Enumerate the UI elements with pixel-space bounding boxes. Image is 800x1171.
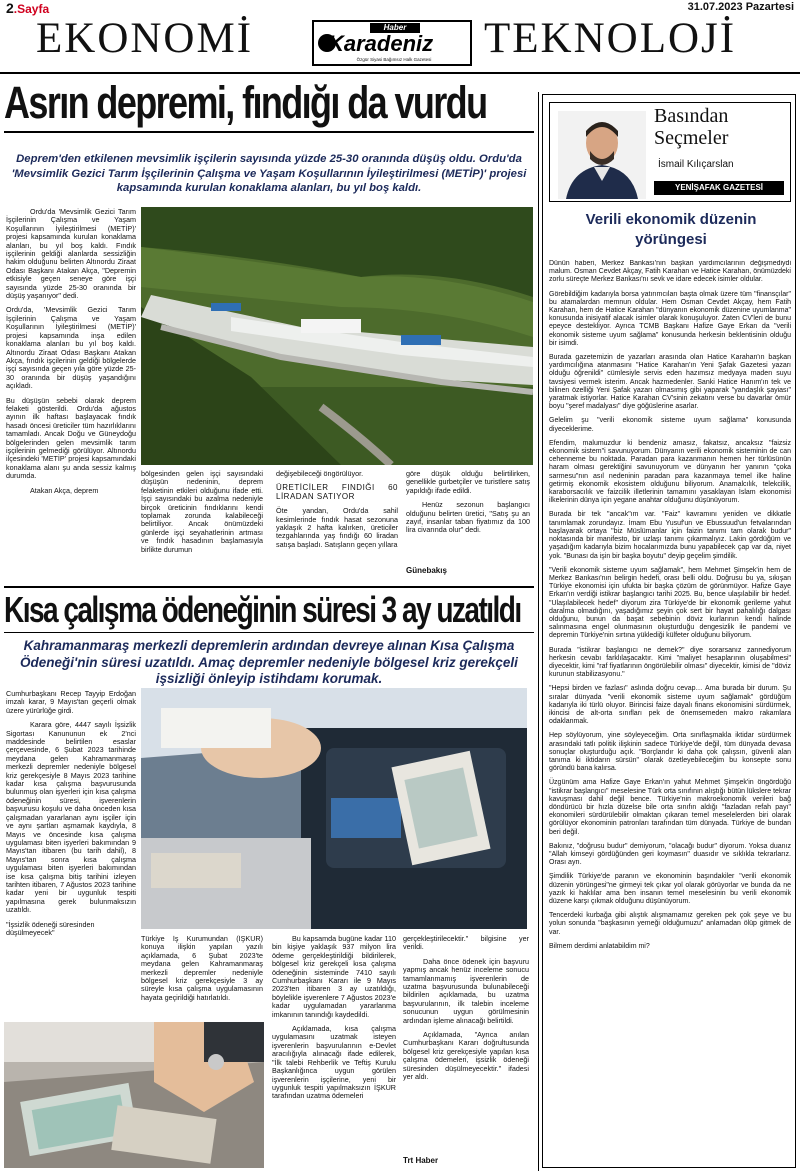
section-title-left: EKONOMİ (36, 15, 254, 62)
article1-subheading: ÜRETİCİLER FINDIĞI 60 LİRADAN SATIYOR (276, 483, 398, 501)
article2-column-4 (403, 935, 529, 1155)
masthead-rule (0, 72, 800, 74)
article1-column-4 (406, 470, 530, 570)
opinion-header (549, 102, 791, 202)
article2-column-2 (141, 935, 263, 1025)
opinion-paragraph: "Verili ekonomik sisteme uyum sağlamak", hem Mehmet Şimşek'in hem de Merkez Bankası'nın belirgin hedefi, orası belli oldu. Doğrusu bu ya, sıkışan Türkiye ekonomisi için ufukta bir başka çözüm de görünmüyor. Hafize Gaye Erkan'ın verdiği istikrar başlangıcı tarihi 2025. Bu, bence ulaşılabilir bir hedef. "Ulaşılabilecek hedef" diyorum zira Türkiye'de bir ekonomik gerileme yahut daralma olmadığını, yaşadığımız şeyin çok sert bir hayat pahalılığı dalgası olduğunu, bunun da başat sebebinin döviz kurlarının kendi halinde salınmasına engel olunmasının oluşturduğu dengesizlik ile pandemi ve depremin Türkiye'nin sırtına yüklediği külfeter olduğunu biliyorum. (549, 566, 791, 640)
article2-col4-p1: gerçekleştirilecektir." bilgisine yer verildi. (403, 935, 529, 952)
opinion-body (549, 260, 791, 1166)
money-counter-drawing (141, 688, 527, 929)
article1-rule (4, 131, 534, 133)
opinion-paragraph: Burada bir tek "ancak"ım var. "Faiz" kavramını yeniden ve dikkatle tanımlamak zorundayız. İmam Ebu Yusuf'un ve Ebussuud'un fetvalarından başlayarak ortaya "biz Müslümanlar için faizin tanımı tam olarak budur" noktasında bir manifesto, bir uzlaşı tanımı çıkarmalıyız. Lakin gördüğüm ve yaşadığım kadarıyla bizim hocalarımızda bunu yapabilecek çap var da, niyet yok. "Bunası da işin bir başka boyutu" deyip geçelim şimdilik. (549, 511, 791, 560)
article1-headline-box (4, 80, 534, 128)
article1-col1-p4: Atakan Akça, deprem (30, 485, 99, 495)
opinion-paragraph: Hep söylüyorum, yine söyleyeceğim. Orta sınıflaşmakla iktidar sürdürmek arasındaki tatlı politik ilişkinin sadece Türkiye'de değil, tüm dünyada devasa sonuçlar oluşturduğu açık. "Borçlandır ki daha çok çalışsın, güvenli alan tanıma ki iktidarın sürsün" olarak özetleyebileceğim bu konsepte sonu göründü bana kalırsa. (549, 732, 791, 773)
opinion-badge-line2: Seçmeler (654, 127, 729, 149)
author-photo (558, 111, 646, 199)
hand-money-drawing (4, 1022, 264, 1168)
article2-column-3 (272, 935, 396, 1165)
logo-tagline: Özgür Siyasi Bağımsız Halk Gazetesi (356, 57, 432, 62)
opinion-paragraph: Üzgünüm ama Hafize Gaye Erkan'ın yahut Mehmet Şimşek'in öngördüğü "istikrar başlangıcı" meselesine Türk orta sınıfının alıştığı bütün lükslere tekrar kavuşması dahil değil bence. Türkiye'nin makroekonomik verileri bağ döndürücü bir hızla düzelse bile orta sınıfın aldığı "fazladan refah payı" ekonomileri sürdürülebilir olmaktan çıkaran temel meselelerden biri olarak görülüyor ekonominin patronları tarafından tüm dünyada. Türkiye de bundan beri değil. (549, 779, 791, 836)
newspaper-logo (312, 20, 472, 66)
opinion-paragraph: Burada "istikrar başlangıcı ne demek?" diye sorarsanız zannediyorum herkesin cevabı farklılaşacaktır. Kimi "maliyet hesaplarının oluşabilmesi" diyecektir, kimi "raf fiyatlarının öngörülebilir olması" diyecektir, kimisi de "döviz kurunun stabilizasyonu." (549, 646, 791, 679)
article2-source: Trt Haber (403, 1156, 439, 1165)
article2-rule (4, 632, 534, 633)
article-divider (4, 586, 534, 588)
article1-col1-p1: Ordu'da 'Mevsimlik Gezici Tarım İşçilerinin Çalışma ve Yaşam Koşullarının İyileştirilmesi (METİP)' projesi kapsamında kurulan konaklama alanları, bu yıl boş kaldı. Fındık işçilerinin geldiği alanlarda sessizliğin hakim olduğunu belirten Altınordu Ziraat Odası Başkanı Atakan Akça, "Depremin etkisiyle geçen seneye göre işçi sayısında yüzde 25-30 oranında bir düşüş yaşanıyor" dedi. (6, 208, 136, 301)
opinion-paragraph: Tencerdeki kurbağa gibi alıştık alışmamamız gereken pek çok şeye ve bu yolun sonunda "başkasının yemeği olduğumuzu" anlamadan ölüp gitmek de var. (549, 912, 791, 936)
article2-col1-p3: "İşsizlik ödeneği süresinden düşülmeyecek" (6, 919, 95, 937)
camp-photo (141, 207, 533, 465)
opinion-paragraph: Bakınız, "doğrusu budur" demiyorum, "olacağı budur" diyorum. Yoksa duanız "Allah kimseyi gördüğünden geri koymasın" duasıdır ve sıklıkla tekrarlarız. Orası ayrı. (549, 842, 791, 867)
issue-date: 31.07.2023 Pazartesi (687, 1, 794, 13)
article1-col2-p1: bölgesinden gelen işçi sayısındaki düşüşün nedeninin, deprem felaketinin etkileri olduğunu ifade etti. İşçi sayısındaki bu azalma nedeniyle birçok üreticinin fındıklarını kendi toplamak zorunda kalabileceği belirtiliyor. Ancak önümüzdeki günlerde işçi seyahatlerinin artması ve fındık hasadının başlamasıyla birlikte durumun (141, 470, 263, 554)
article2-col4-p2: Daha önce ödenek için başvuru yapmış ancak henüz inceleme sonucu tamamlanmamış işverenlerin de uzatma başvurusunda bulunabileceği bildirilen açıklamada, bu uzatma başvurularının, ilk talebin inceleme sonucunun uygun görülmesinin ardından işleme alınacağı belirtildi. (403, 956, 529, 1025)
opinion-paragraph: Efendim, malumuzdur ki bendeniz amasız, fakatsız, ancaksız "faizsiz ekonomik sistem"i savunuyorum. Dünyanın verili ekonomik sisteminin de can cehenneme bu noktada. Paradan para kazanmanın hemen her türlüsünün haram olması gerektiğini savunuyorum ve dünyanın her yanının "çoka sarmesu"nın asıl nedeninin paradan para kazanmaya temel ilke haline getirmiş ekonomik ekosistem olduğunu biliyorum. Anamalcılık, telekcilik, karaborsacılık ve faizcilik illetlerinin tamamını yasaklayan İslam ekonomisi ilkelerinin dünya için yegane anahtar olduğunu düşünüyorum. (549, 439, 791, 505)
column-divider (538, 92, 539, 1171)
camp-photo-drawing (141, 207, 533, 465)
article2-headline: Kısa çalışma ödeneğinin süresi 3 ay uzatıldı (4, 590, 521, 630)
opinion-paragraph: Şimdilik Türkiye'de paranın ve ekonominin başındakiler "verili ekonomik düzenin yörüngesi"ne girmeyi tek çıkar yol olarak görüyorlar ve bunda da ne yazık ki haklılar ama ben insanın temel meselesinin bu verili ekonomik düzene karşı çıkmak olduğunu düşünüyorum. (549, 873, 791, 906)
article1-deck: Deprem'den etkilenen mevsimlik işçilerin sayısında yüzde 25-30 oranında düşüş oldu. Ordu'da 'Mevsimlik Gezici Tarım İşçilerinin Çalışma ve Yaşam Koşullarının İyileştirilmesi (METİP)' projesi kapsamında kurulan konaklama alanları, bu yıl boş kaldı. (11, 153, 527, 194)
opinion-paragraph: Bilmem derdimi anlatabildim mi? (549, 942, 650, 950)
opinion-paragraph: "Hepsi birden ve fazlası" aslında doğru cevap… Ama burada bir durum. Şu sıralar dünyada "verili ekonomik sisteme uyum sağlamak" gördüğüm kadarıyla iki türlü oluyor. Birincisi faize dayalı finans ekonomisini sürdürmek, ikincisi de alt-orta sınıfları pek de önemsemeden makro rakamlara odaklanmak. (549, 685, 791, 726)
article2-column-1 (6, 690, 136, 1020)
opinion-author: İsmail Kılıçarslan (658, 159, 734, 170)
logo-top: Haber (370, 23, 420, 33)
opinion-source-paper: YENİŞAFAK GAZETESİ (654, 181, 784, 195)
article1-col3-p1: değişebileceği öngörülüyor. (276, 470, 364, 478)
article2-col3-p2: Açıklamada, kısa çalışma uygulamasını uzatmak isteyen işverenlerin başvurularının e-Devlet aracılığıyla alınacağı ifade edilerek, "İlk talebi Rehberlik ve Teftiş Kurulu Başkanlığınca uygun görülen işverenlerin işçilerine, yeni bir uygunluk tespiti yapılmaksızın İŞKUR tarafından uzatma ödemeleri (272, 1024, 396, 1101)
opinion-paragraph: Görebildiğim kadarıyla borsa yatırımcıları başta olmak üzere tüm "finansçılar" bu atamalardan memnun oldular. Hem Osman Cevdet Akçay, hem Fatih Karahan, hem de Hatice Karahan "dünyanın ekonomik düzenine uyumlanma" konusunda inisiyatif alacak isimler olarak konuşuluyor. Zaten CV'leri de bunu epeyce destekliyor. Ayrıca TCMB Başkanı Hafize Gaye Erkan da "verili ekonomik sisteme uyum sağlama" konusunda herkesin beklentisinin olduğu bir isimdi. (549, 290, 791, 347)
article2-deck: Kahramanmaraş merkezli depremlerin ardından devreye alınan Kısa Çalışma Ödeneği'nin süresi uzatıldı. Amaç depremler nedeniyle bölgesel kriz gerekçeli işsizliği önleyip istihdamı korumak. (20, 638, 518, 686)
article2-col3-p1: Bu kapsamda bugüne kadar 110 bin kişiye yaklaşık 937 milyon lira ödeme gerçekleştirildiği bildirilerek, bölgesel kriz gerekçeli kısa çalışma ödeneğinin sisteminde 7410 sayılı Cumhurbaşkanı Kararı ile 9 Mayıs 2023'ten itibaren 3 ay uzatıldığı, böylelikle işverenlere 7 Ağustos 2023'e kadar uygulamadan yararlanma imkanının tanındığı kaydedildi. (272, 935, 396, 1019)
section-title-right: TEKNOLOJİ (484, 15, 737, 62)
article1-col4-p2: Henüz sezonun başlangıcı olduğunu belirten üretici, "Satış şu an zayıf, insanlar taban fiyatımız da 100 lira civarında olur" dedi. (406, 500, 530, 535)
article1-column-3 (276, 470, 398, 580)
page-number-word: .Sayfa (13, 2, 50, 16)
opinion-badge-line1: Basından (654, 105, 729, 127)
money-counter-photo (141, 688, 527, 929)
article1-col1-p3: Bu düşüşün sebebi olarak deprem felaketi gösterildi. Ordu'da ağustos ayının ilk haftası başlayacak fındık hasadı öncesi üreticiler tüm hazırlıklarını tamamladı. Ancak Doğu ve Güneydoğu bölgelerinden gelen mevsimlik tarım işçilerinin gelmediği görülüyor. Altınordu ilçesindeki 'METİP' projesi kapsamındaki konaklama alanı şu anda sessiz kalmış durumda. (6, 395, 136, 481)
opinion-paragraph: Dünün haberi, Merkez Bankası'nın başkan yardımcılarının değişmediydi malum. Osman Cevdet Akçay, Fatih Karahan ve Hatice Karahan, önümüzdeki zorlu süreçte Merkez Bankası'nı sevk ve idare edecek isimler oldular. (549, 260, 791, 284)
article1-column-2 (141, 470, 263, 580)
logo-main: Karadeniz (328, 31, 434, 56)
article2-col1-p1: Cumhurbaşkanı Recep Tayyip Erdoğan imzalı karar, 9 Mayıs'tan geçerli olmak üzere yürürlüğe girdi. (6, 690, 136, 715)
opinion-paragraph: Gelelim şu "verili ekonomik sisteme uyum sağlama" konusunda diyeceklerime. (549, 417, 791, 433)
article2-col1-p2: Karara göre, 4447 sayılı İşsizlik Sigortası Kanununun ek 2'nci maddesinde belirtilen esaslar çerçevesinde, 6 Şubat 2023 tarihinde meydana gelen Kahramanmaraş merkezli depremler nedeniyle bölgesel kriz gerekçesiyle 8 Mayıs 2023 tarihine kadar kısa çalışma başvurusunda bulunmuş olan işyerleri için kısa çalışma ödeneğinin süresi, işverenlerin başvurusu koşulu ve daha önceden kısa çalışmadan yararlanan aynı işçiler için ve aynı şartları aşmamak kaydıyla, 8 Mayıs ve öncesinde kısa çalışma uygulaması biten işyerleri bakımından 9 Mayıs'tan itibaren (bu tarih dahil), 8 Mayıs'tan sonra kısa çalışma uygulaması biten işyerleri bakımından ise kısa çalışma bitiş tarihini izleyen tarihten itibaren, 7 Ağustos 2023 tarihine kadar yeni bir uygunluk tespiti yapılmasına gerek bulunmaksızın uzatıldı. (6, 720, 136, 915)
article2-col2-p1: Türkiye İş Kurumundan (İŞKUR) konuya ilişkin yapılan yazılı açıklamada, 6 Şubat 2023'te meydana gelen Kahramanmaraş merkezli depremler nedeniyle bölgesel kriz gerekçesiyle 3 ay süreyle kısa çalışma uygulamasının hayata geçirildiği hatırlatıldı. (141, 935, 263, 1002)
author-portrait-drawing (558, 111, 646, 199)
article2-col4-p3: Açıklamada, "Ayrıca anılan Cumhurbaşkanı Kararı doğrultusunda bölgesel kriz gerekçesiyle yapılan kısa çalışma ödemeleri, işsizlik ödeneği süresinden düşülmeyecektir." ifadesi yer aldı. (403, 1030, 529, 1082)
hand-money-photo (4, 1022, 264, 1168)
article2-headline-box (4, 590, 534, 630)
opinion-title: Verili ekonomik düzenin yörüngesi (585, 211, 757, 248)
article1-column-1 (6, 208, 136, 580)
article1-col3-p2: Öte yandan, Ordu'da sahil kesimlerinde fındık hasat sezonuna yaklaşık 2 hafta kalırken, üreticiler tezgahlarında yaş fındığı 60 liradan satışa başladı. Satışların geçen yıllara (276, 506, 398, 549)
article1-col4-p1: göre düşük olduğu belirtilirken, genellikle gurbetçiler ve turistlere satış yapıldığı ifade edildi. (406, 470, 530, 495)
article1-source: Günebakış (406, 566, 447, 575)
opinion-paragraph: Burada gazetemizin de yazarları arasında olan Hatice Karahan'ın başkan yardımcılığına atanmasını "Hatice Karahan'ın Yeni Şafak Gazetesi yazarı olduğu öğrenildi" cümlesiyle servis eden hazımsız medyaya maden suyu tavsiyesi vermek isterim. Ancak hazmedenler. Sanki Hatice Hanım'ın tek ve bilinen özelliği Yeni Şafak yazarı olmasımış gibi yaparak "yandaşlık şayiası" yaratmak istiyorlar. Hatice Karahan CV'sinin zekatını verse bu davarlar ömür boyu "şeref madalyası" diye göğüslerine asarlar. (549, 354, 791, 411)
article1-col1-p2: Ordu'da, 'Mevsimlik Gezici Tarım İşçilerinin Çalışma ve Yaşam Koşullarının İyileştirilmesi (METİP)' projesi kapsamında inşa edilen konaklama alanları bu yıl boş kaldı. Altınordu Ziraat Odası Başkanı Atakan Akça, fındık işçilerinin geldiği bölgelerde işçi sayısında geçen yıla göre yüzde 25-30 oranında bir düşüş yaşandığını açıkladı. (6, 305, 136, 391)
article1-headline: Asrın depremi, fındığı da vurdu (4, 80, 487, 128)
page-number-digit: 2 (6, 0, 14, 16)
